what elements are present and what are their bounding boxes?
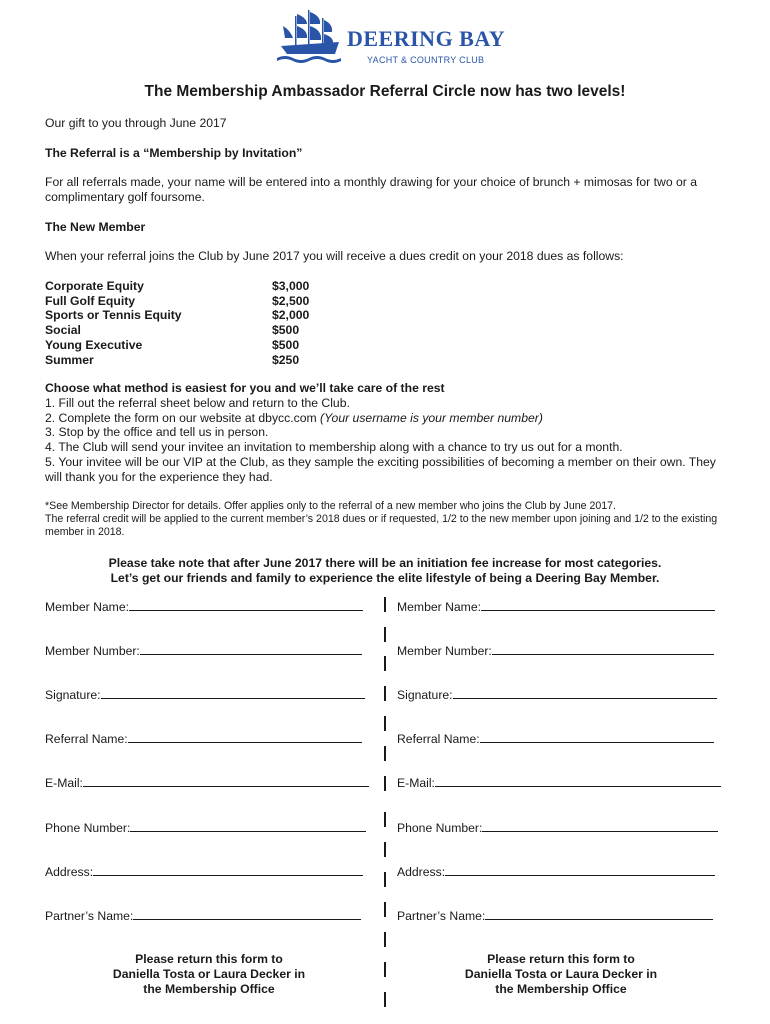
return-note-line-3: the Membership Office: [495, 982, 627, 996]
left-address-field[interactable]: [45, 864, 363, 879]
step-4: 4. The Club will send your invitee an invitation to membership along with a chance to try us out for a month.: [45, 440, 623, 455]
fill-line[interactable]: [128, 731, 362, 743]
field-label: Member Number:: [397, 644, 492, 658]
fine-print: [45, 500, 735, 539]
fill-line[interactable]: [93, 864, 363, 876]
fill-line[interactable]: [130, 820, 366, 832]
step-3: 3. Stop by the office and tell us in person.: [45, 425, 269, 440]
field-label: Member Name:: [45, 600, 129, 614]
left-referral-name-field[interactable]: [45, 731, 362, 746]
club-logo: [275, 8, 515, 68]
fine-print-line-2: The referral credit will be applied to the current member’s 2018 dues or if requested, 1/2 to the new member upon joining and 1/2 to the existing member in 2018.: [45, 513, 718, 538]
field-label: Member Name:: [397, 600, 481, 614]
right-referral-name-field[interactable]: [397, 731, 714, 746]
referral-heading: The Referral is a “Membership by Invitation”: [45, 146, 303, 160]
left-phone-number-field[interactable]: [45, 820, 366, 835]
left-member-number-field[interactable]: [45, 643, 362, 658]
fill-line[interactable]: [435, 775, 721, 787]
fine-print-line-1: *See Membership Director for details. Offer applies only to the referral of a new member who joins the Club by June 2017.: [45, 500, 616, 512]
method-steps: [45, 381, 735, 485]
brand-name: DEERING BAY: [347, 26, 506, 51]
tier-row: [45, 323, 309, 338]
step-5: 5. Your invitee will be our VIP at the Club, as they sample the exciting possibilities of becoming a member on their own. They will thank you for the experience they had.: [45, 454, 716, 484]
field-label: Address:: [397, 865, 446, 879]
tier-amount: $2,000: [272, 308, 310, 323]
tier-amount: $500: [272, 323, 300, 338]
fill-line[interactable]: [485, 908, 713, 920]
left-member-name-field[interactable]: [45, 599, 363, 614]
tier-name: Summer: [45, 352, 94, 367]
column-divider: [384, 776, 386, 791]
right-email-field[interactable]: [397, 775, 721, 790]
fill-line[interactable]: [492, 643, 714, 655]
step-2-note: (Your username is your member number): [320, 410, 543, 425]
fill-line[interactable]: [482, 820, 718, 832]
ship-icon: [275, 8, 345, 66]
fill-line[interactable]: [101, 687, 365, 699]
field-label: E-Mail:: [45, 776, 83, 790]
return-note-line-2: Daniella Tosta or Laura Decker in: [464, 967, 658, 981]
field-label: Referral Name:: [397, 732, 480, 746]
left-partner-name-field[interactable]: [45, 908, 361, 923]
fill-line[interactable]: [140, 643, 362, 655]
fill-line[interactable]: [480, 731, 714, 743]
dues-credit-table: [45, 279, 309, 367]
field-label: Partner’s Name:: [397, 909, 486, 923]
tier-amount: $500: [272, 337, 300, 352]
method-heading: Choose what method is easiest for you and we’ll take care of the rest: [45, 381, 445, 395]
tier-name: Young Executive: [45, 337, 143, 352]
column-divider: [384, 597, 386, 612]
new-member-text: When your referral joins the Club by June 2017 you will receive a dues credit on your 2018 dues as follows:: [45, 249, 624, 263]
fill-line[interactable]: [453, 687, 717, 699]
field-label: Partner’s Name:: [45, 909, 134, 923]
tier-row: [45, 308, 309, 323]
field-label: E-Mail:: [397, 776, 435, 790]
fill-line[interactable]: [133, 908, 361, 920]
step-2-text: 2. Complete the form on our website at dbycc.com: [45, 410, 317, 425]
column-divider: [384, 686, 386, 701]
fill-line[interactable]: [481, 599, 715, 611]
field-label: Signature:: [397, 688, 453, 702]
column-divider: [384, 842, 386, 857]
column-divider: [384, 716, 386, 731]
tier-row: [45, 353, 309, 368]
column-divider: [384, 656, 386, 671]
tier-amount: $2,500: [272, 293, 310, 308]
fee-note-line-2: Let’s get our friends and family to experience the elite lifestyle of being a Deering Bay Member.: [110, 571, 660, 585]
right-partner-name-field[interactable]: [397, 908, 713, 923]
right-phone-number-field[interactable]: [397, 820, 718, 835]
right-member-name-field[interactable]: [397, 599, 715, 614]
column-divider: [384, 812, 386, 827]
column-divider: [384, 872, 386, 887]
right-signature-field[interactable]: [397, 687, 717, 702]
return-note-line-2: Daniella Tosta or Laura Decker in: [112, 967, 306, 981]
column-divider: [384, 932, 386, 947]
field-label: Phone Number:: [45, 821, 131, 835]
field-label: Member Number:: [45, 644, 140, 658]
field-label: Referral Name:: [45, 732, 128, 746]
fill-line[interactable]: [445, 864, 715, 876]
new-member-heading: The New Member: [45, 220, 146, 234]
tier-name: Social: [45, 323, 81, 338]
fill-line[interactable]: [83, 775, 369, 787]
column-divider: [384, 962, 386, 977]
tier-row: [45, 294, 309, 309]
gift-line: Our gift to you through June 2017: [45, 116, 227, 130]
fee-note-line-1: Please take note that after June 2017 there will be an initiation fee increase for most categories.: [108, 556, 662, 570]
tier-amount: $250: [272, 352, 300, 367]
referral-text: For all referrals made, your name will be entered into a monthly drawing for your choice of brunch + mimosas for two or a complimentary golf foursome.: [45, 175, 697, 204]
left-signature-field[interactable]: [45, 687, 365, 702]
tier-name: Corporate Equity: [45, 279, 144, 293]
left-email-field[interactable]: [45, 775, 369, 790]
brand-subtitle: YACHT & COUNTRY CLUB: [367, 55, 485, 65]
field-label: Address:: [45, 865, 94, 879]
tier-row: [45, 338, 309, 353]
column-divider: [384, 992, 386, 1007]
page-title: The Membership Ambassador Referral Circle now has two levels!: [144, 83, 626, 100]
return-note-line-1: Please return this form to: [135, 952, 283, 966]
return-note-line-1: Please return this form to: [487, 952, 635, 966]
tier-amount: $3,000: [272, 279, 310, 293]
field-label: Signature:: [45, 688, 101, 702]
field-label: Phone Number:: [397, 821, 483, 835]
column-divider: [384, 627, 386, 642]
right-return-note: [436, 952, 686, 997]
step-1: 1. Fill out the referral sheet below and return to the Club.: [45, 395, 350, 410]
column-divider: [384, 746, 386, 761]
right-address-field[interactable]: [397, 864, 715, 879]
fill-line[interactable]: [129, 599, 363, 611]
tier-name: Full Golf Equity: [45, 293, 136, 308]
step-2: [45, 411, 735, 426]
fee-note: [0, 556, 770, 586]
tier-row: [45, 279, 309, 294]
tier-name: Sports or Tennis Equity: [45, 308, 182, 323]
right-member-number-field[interactable]: [397, 643, 714, 658]
column-divider: [384, 902, 386, 917]
left-return-note: [84, 952, 334, 997]
return-note-line-3: the Membership Office: [143, 982, 275, 996]
